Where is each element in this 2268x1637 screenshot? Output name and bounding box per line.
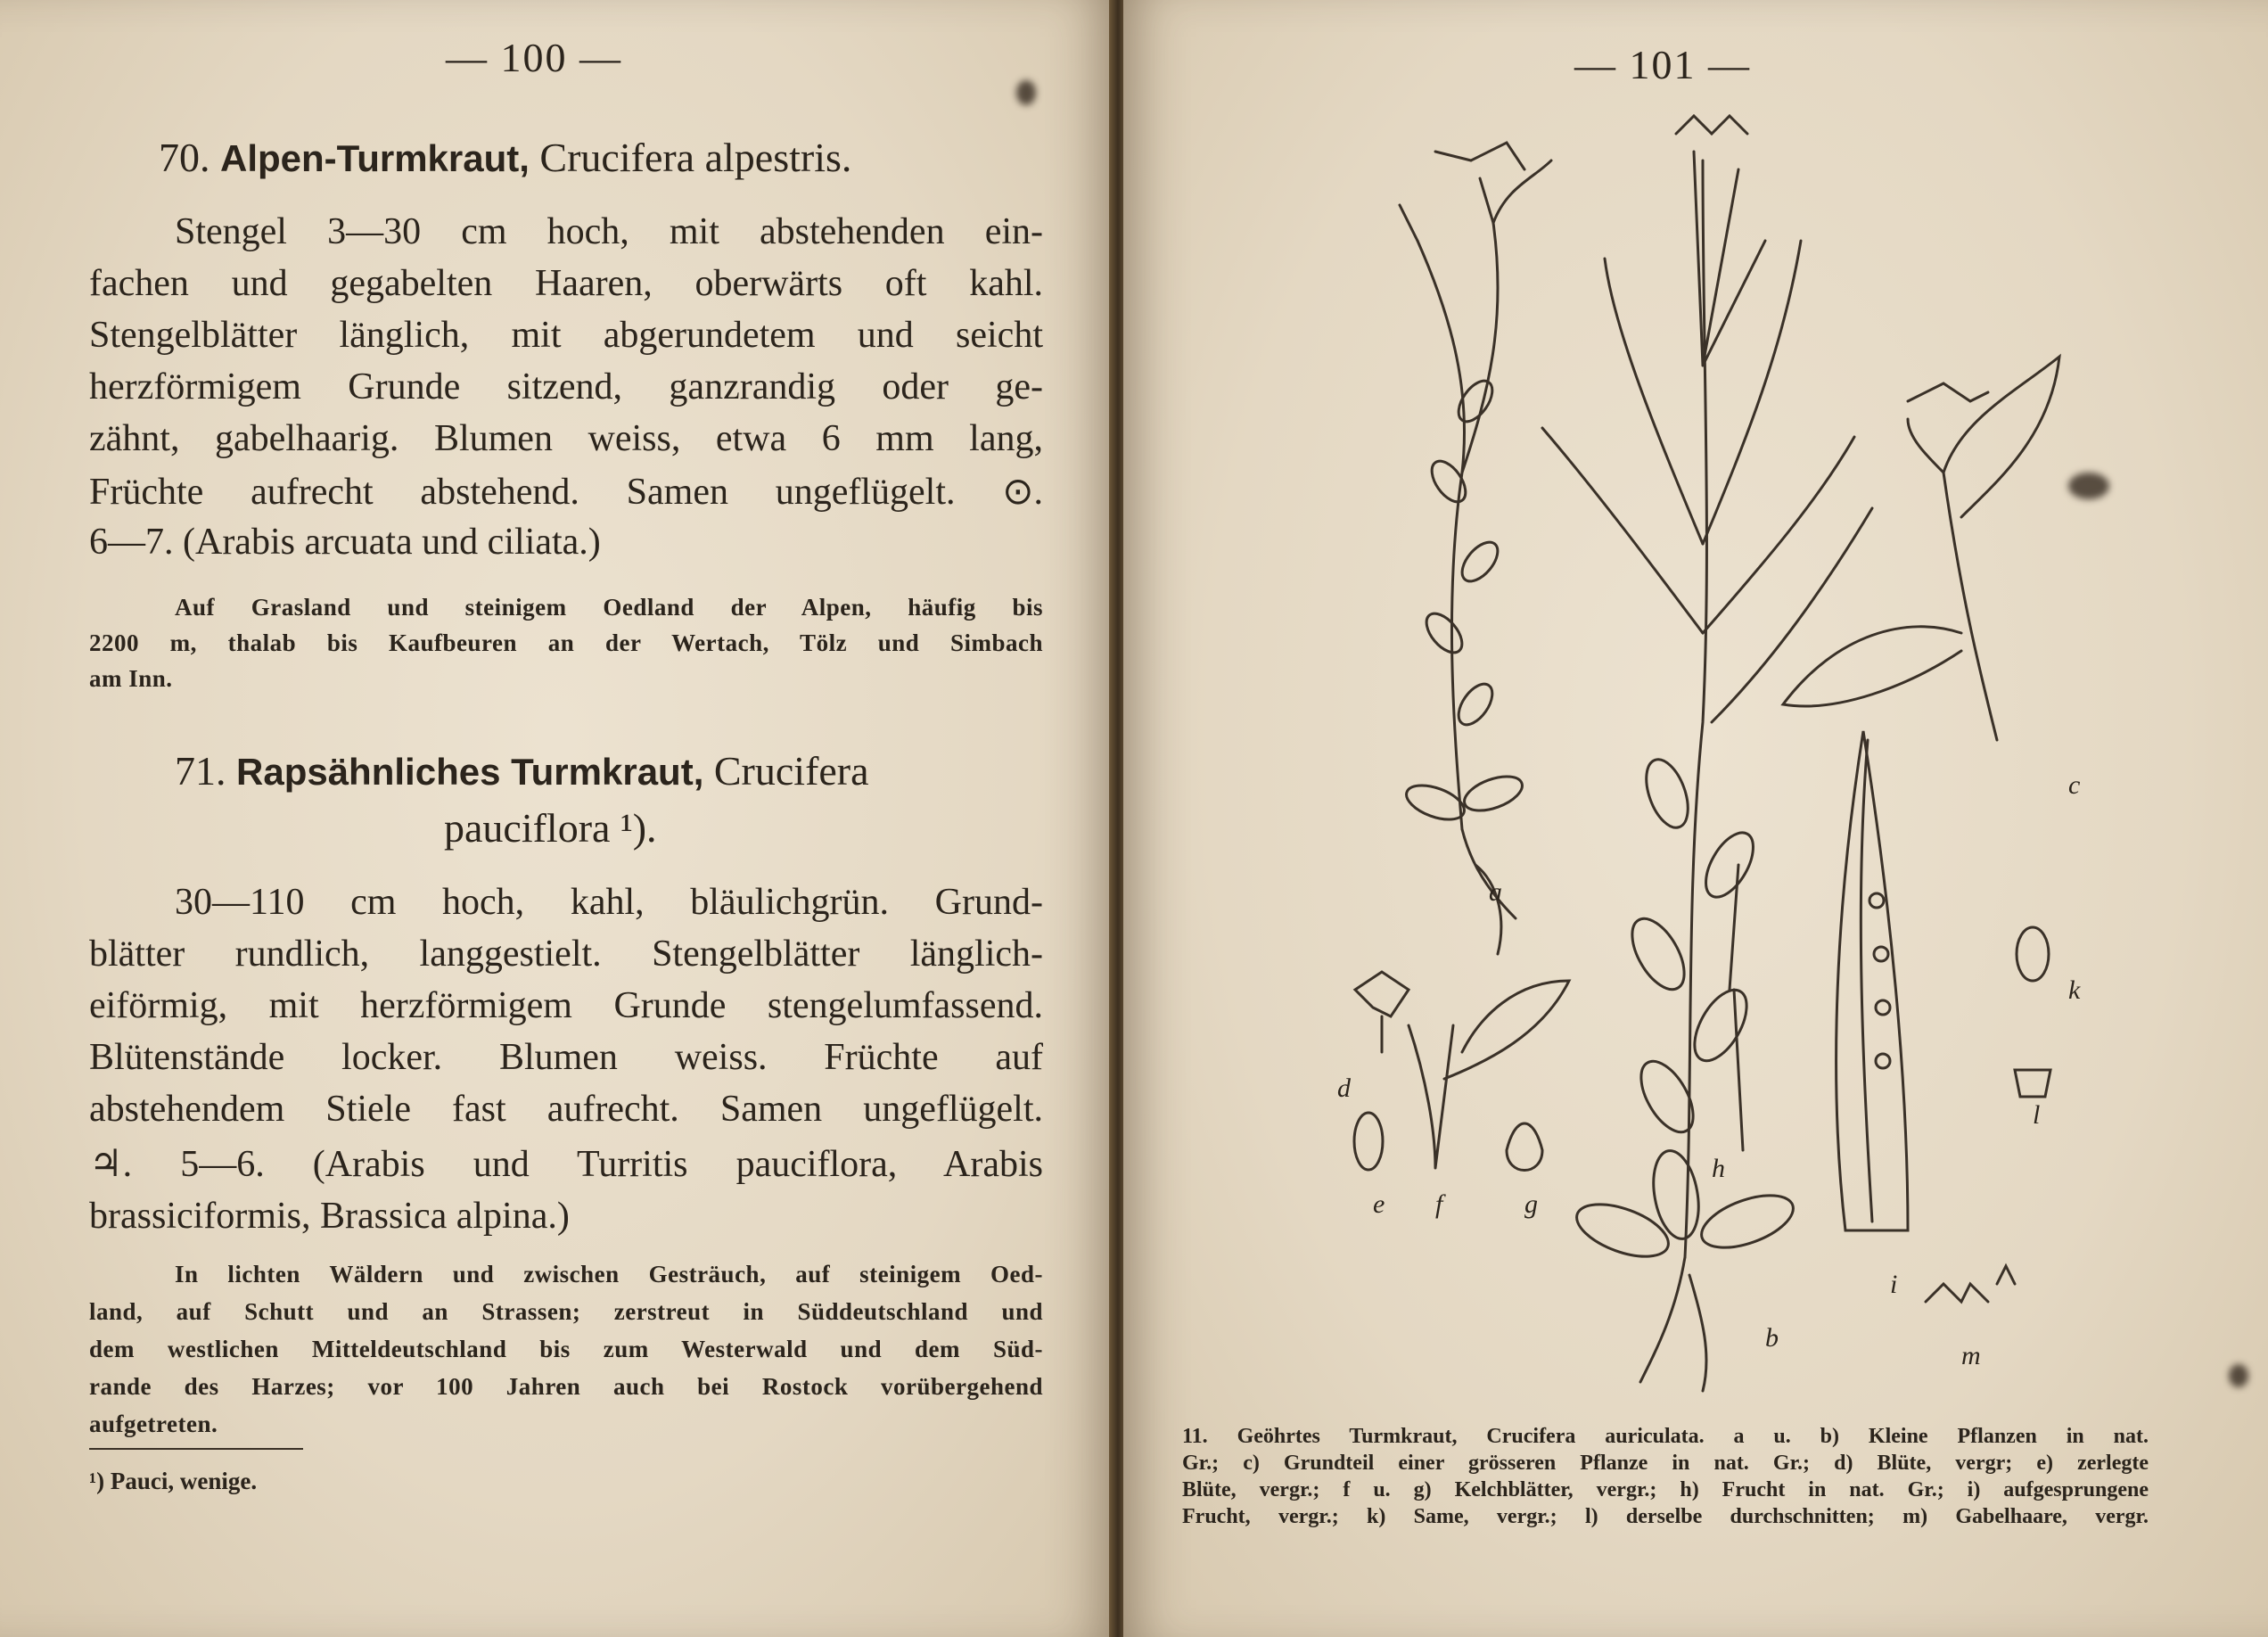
botanical-illustration: [1284, 98, 2122, 1418]
entry-71-line: Blütenstände locker. Blumen weiss. Früchte auf: [89, 1037, 1043, 1078]
entry-71-line: ♃. 5—6. (Arabis und Turritis pauciflora, Arabis: [89, 1144, 1043, 1185]
figure-letter-h: h: [1712, 1154, 1725, 1183]
fruit-drawing: [1730, 731, 1908, 1230]
figure-letter-i: i: [1890, 1270, 1898, 1299]
figure-caption-line: Blüte, vergr.; f u. g) Kelchblätter, vergr.; h) Frucht in nat. Gr.; i) aufgesprungene: [1182, 1478, 2149, 1501]
paper-stain: [2229, 1364, 2248, 1387]
paper-stain: [1016, 80, 1036, 105]
figure-letter-e: e: [1373, 1189, 1385, 1219]
entry-70-line: Stengelblätter länglich, mit abgerundetem und seicht: [89, 315, 1043, 356]
figure-caption-line: Frucht, vergr.; k) Same, vergr.; l) derselbe durchschnitten; m) Gabelhaare, vergr.: [1182, 1505, 2149, 1528]
figure-letter-d: d: [1337, 1074, 1351, 1103]
entry-70-number: 70.: [159, 135, 210, 180]
entry-71-habitat-line: In lichten Wäldern und zwischen Gesträuch, auf steinigem Oed-: [175, 1261, 1043, 1287]
entry-70-line: zähnt, gabelhaarig. Blumen weiss, etwa 6 mm lang,: [89, 418, 1043, 459]
plant-a-drawing: [1400, 143, 1551, 954]
footnote-rule: [89, 1448, 303, 1450]
entry-70-habitat-line: 2200 m, thalab bis Kaufbeuren an der Wertach, Tölz und Simbach: [89, 629, 1043, 656]
hairs-drawing: [1926, 1266, 2015, 1302]
leaf-c-drawing: [1783, 357, 2059, 740]
figure-letter-f: f: [1435, 1189, 1443, 1219]
figure-letter-l: l: [2033, 1100, 2041, 1130]
entry-70-title: [159, 134, 851, 181]
entry-70-line: 6—7. (Arabis arcuata und ciliata.): [89, 522, 601, 563]
entry-71-number: 71.: [175, 748, 226, 794]
figure-caption-line: 11. Geöhrtes Turmkraut, Crucifera auriculata. a u. b) Kleine Pflanzen in nat.: [1182, 1425, 2149, 1448]
entry-70-line: Früchte aufrecht abstehend. Samen ungeflügelt. ⊙.: [89, 472, 1043, 513]
entry-71-habitat-line: rande des Harzes; vor 100 Jahren auch bei Rostock vorübergehend: [89, 1373, 1043, 1400]
entry-70-latin-name: Crucifera alpestris.: [539, 135, 852, 180]
entry-71-line: brassiciformis, Brassica alpina.): [89, 1196, 570, 1237]
figure-letter-c: c: [2068, 770, 2081, 800]
entry-71-line: abstehendem Stiele fast aufrecht. Samen ungeflügelt.: [89, 1089, 1043, 1130]
entry-71-latin-name-2: pauciflora ¹).: [444, 805, 657, 851]
figure-letter-k: k: [2068, 975, 2081, 1005]
entry-71-german-name: Rapsähnliches Turmkraut,: [236, 751, 704, 793]
page-number-left: — 100 —: [446, 35, 622, 80]
figure-caption-line: Gr.; c) Grundteil einer grösseren Pflanze in nat. Gr.; d) Blüte, vergr; e) zerlegte: [1182, 1452, 2149, 1475]
footnote: ¹) Pauci, wenige.: [89, 1468, 258, 1494]
figure-letter-b: b: [1765, 1323, 1779, 1353]
entry-71-line: eiförmig, mit herzförmigem Grunde stengelumfassend.: [89, 985, 1043, 1026]
left-page: [0, 0, 1113, 1637]
figure-letter-m: m: [1961, 1341, 1981, 1370]
entry-71-habitat-line: land, auf Schutt und an Strassen; zerstreut in Süddeutschland und: [89, 1298, 1043, 1325]
flower-parts-drawing: [1354, 972, 1569, 1171]
plant-b-drawing: [1542, 116, 1988, 1391]
entry-71-line: 30—110 cm hoch, kahl, bläulichgrün. Grund-: [175, 882, 1043, 923]
entry-70-habitat-line: am Inn.: [89, 665, 173, 692]
entry-70-line: Stengel 3—30 cm hoch, mit abstehenden ein-: [175, 211, 1043, 252]
entry-70-line: fachen und gegabelten Haaren, oberwärts oft kahl.: [89, 263, 1043, 304]
page-number-right: — 101 —: [1574, 42, 1751, 87]
entry-71-habitat-line: dem westlichen Mitteldeutschland bis zum Westerwald und dem Süd-: [89, 1336, 1043, 1362]
entry-70-german-name: Alpen-Turmkraut,: [220, 137, 530, 179]
figure-letter-g: g: [1524, 1189, 1538, 1219]
entry-71-habitat-line: aufgetreten.: [89, 1411, 218, 1437]
paper-stain: [2068, 473, 2109, 499]
entry-71-latin-name-1: Crucifera: [713, 748, 869, 794]
seed-drawing: [2015, 927, 2050, 1097]
entry-70-line: herzförmigem Grunde sitzend, ganzrandig oder ge-: [89, 366, 1043, 407]
entry-71-title-line-1: [175, 747, 869, 794]
entry-71-line: blätter rundlich, langgestielt. Stengelblätter länglich-: [89, 934, 1043, 975]
entry-70-habitat-line: Auf Grasland und steinigem Oedland der Alpen, häufig bis: [175, 594, 1043, 621]
figure-letter-a: a: [1489, 877, 1502, 907]
